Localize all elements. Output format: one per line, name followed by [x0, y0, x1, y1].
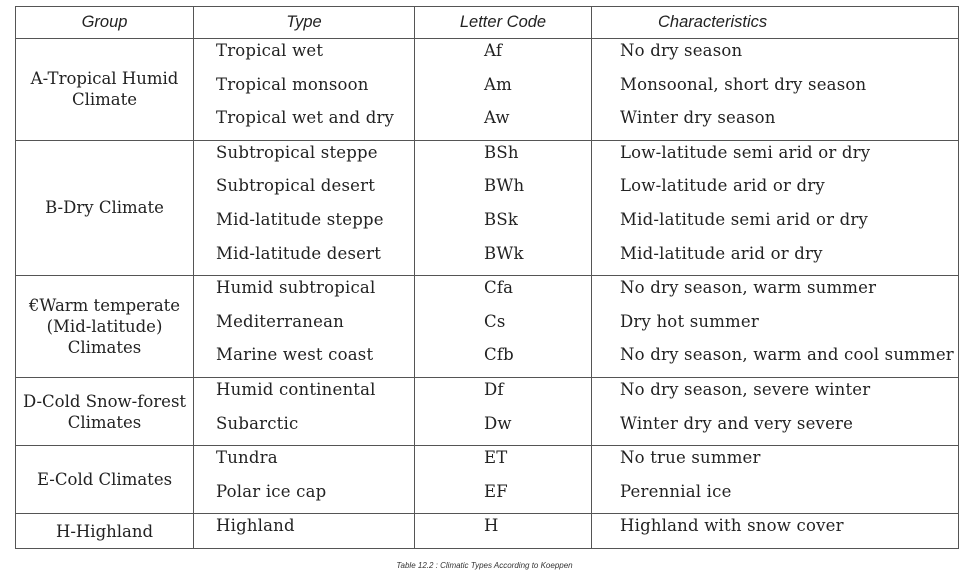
- characteristics-line: No dry season, severe winter: [620, 379, 871, 399]
- characteristics-line: Monsoonal, short dry season: [620, 74, 867, 94]
- type-line: Tropical wet: [216, 41, 324, 60]
- type-cell: [194, 446, 415, 514]
- characteristics-cell: [592, 377, 959, 445]
- letter-code-line: BWk: [484, 243, 524, 263]
- letter-code-line: Af: [484, 41, 503, 60]
- type-line: Humid subtropical: [216, 278, 376, 298]
- letter-code-line: Aw: [484, 108, 510, 128]
- type-line: Subtropical desert: [216, 176, 376, 196]
- characteristics-cell: [592, 446, 959, 514]
- letter-code-line: BSh: [484, 142, 519, 162]
- letter-code-line: Am: [484, 74, 512, 94]
- letter-code-cell: [415, 446, 592, 514]
- type-line: Subarctic: [216, 413, 299, 433]
- group-cell: H-Highland: [16, 514, 194, 549]
- type-line: Marine west coast: [216, 345, 374, 365]
- characteristics-line: Mid-latitude arid or dry: [620, 243, 823, 263]
- characteristics-cell: [592, 140, 959, 275]
- letter-code-line: Dw: [484, 413, 512, 433]
- characteristics-line: No dry season, warm summer: [620, 278, 877, 298]
- characteristics-line: Low-latitude semi arid or dry: [620, 142, 871, 162]
- letter-code-line: H: [484, 516, 499, 536]
- type-cell: [194, 140, 415, 275]
- letter-code-line: Cfa: [484, 278, 514, 298]
- letter-code-line: ET: [484, 448, 508, 468]
- type-line: Mid-latitude steppe: [216, 209, 384, 229]
- letter-code-line: BSk: [484, 209, 519, 229]
- characteristics-line: No dry season: [620, 41, 743, 60]
- type-cell: [194, 276, 415, 378]
- type-line: Mid-latitude desert: [216, 243, 382, 263]
- group-cell: €Warm temperate (Mid-latitude) Climates: [16, 276, 194, 378]
- type-line: Mediterranean: [216, 311, 344, 331]
- header-characteristics: Characteristics: [592, 7, 959, 39]
- climate-types-table: [15, 6, 959, 549]
- letter-code-line: Cs: [484, 311, 506, 331]
- table-row: [16, 514, 959, 549]
- type-line: Tropical wet and dry: [216, 108, 395, 128]
- header-letter-code: Letter Code: [415, 7, 592, 39]
- type-line: Polar ice cap: [216, 481, 327, 501]
- table-row: [16, 276, 959, 378]
- characteristics-line: Winter dry and very severe: [620, 413, 854, 433]
- characteristics-cell: [592, 276, 959, 378]
- letter-code-line: BWh: [484, 176, 525, 196]
- characteristics-cell: [592, 39, 959, 141]
- header-row: [16, 7, 959, 39]
- characteristics-line: Dry hot summer: [620, 311, 759, 331]
- table-row: [16, 140, 959, 275]
- type-line: Tundra: [216, 448, 278, 468]
- letter-code-line: Df: [484, 379, 504, 399]
- type-cell: [194, 514, 415, 549]
- characteristics-line: No dry season, warm and cool summer: [620, 345, 954, 365]
- header-type: Type: [194, 7, 415, 39]
- letter-code-cell: [415, 276, 592, 378]
- characteristics-line: Highland with snow cover: [620, 516, 844, 536]
- table-row: [16, 39, 959, 141]
- letter-code-cell: [415, 140, 592, 275]
- type-line: Tropical monsoon: [216, 74, 369, 94]
- group-cell: D-Cold Snow-forest Climates: [16, 377, 194, 445]
- group-cell: B-Dry Climate: [16, 140, 194, 275]
- table-caption: Table 12.2 : Climatic Types According to Koeppen: [396, 561, 573, 570]
- type-line: Humid continental: [216, 379, 376, 399]
- group-cell: A-Tropical Humid Climate: [16, 39, 194, 141]
- type-line: Highland: [216, 516, 295, 536]
- table-row: [16, 377, 959, 445]
- characteristics-line: Perennial ice: [620, 481, 732, 501]
- header-group: Group: [16, 7, 194, 39]
- type-cell: [194, 377, 415, 445]
- characteristics-line: Mid-latitude semi arid or dry: [620, 209, 869, 229]
- group-cell: E-Cold Climates: [16, 446, 194, 514]
- table-body: [16, 39, 959, 549]
- letter-code-cell: [415, 39, 592, 141]
- characteristics-cell: [592, 514, 959, 549]
- type-line: Subtropical steppe: [216, 142, 378, 162]
- letter-code-cell: [415, 514, 592, 549]
- table-row: [16, 446, 959, 514]
- letter-code-line: EF: [484, 481, 508, 501]
- characteristics-line: No true summer: [620, 448, 761, 468]
- characteristics-line: Winter dry season: [620, 108, 776, 128]
- letter-code-cell: [415, 377, 592, 445]
- letter-code-line: Cfb: [484, 345, 514, 365]
- type-cell: [194, 39, 415, 141]
- characteristics-line: Low-latitude arid or dry: [620, 176, 825, 196]
